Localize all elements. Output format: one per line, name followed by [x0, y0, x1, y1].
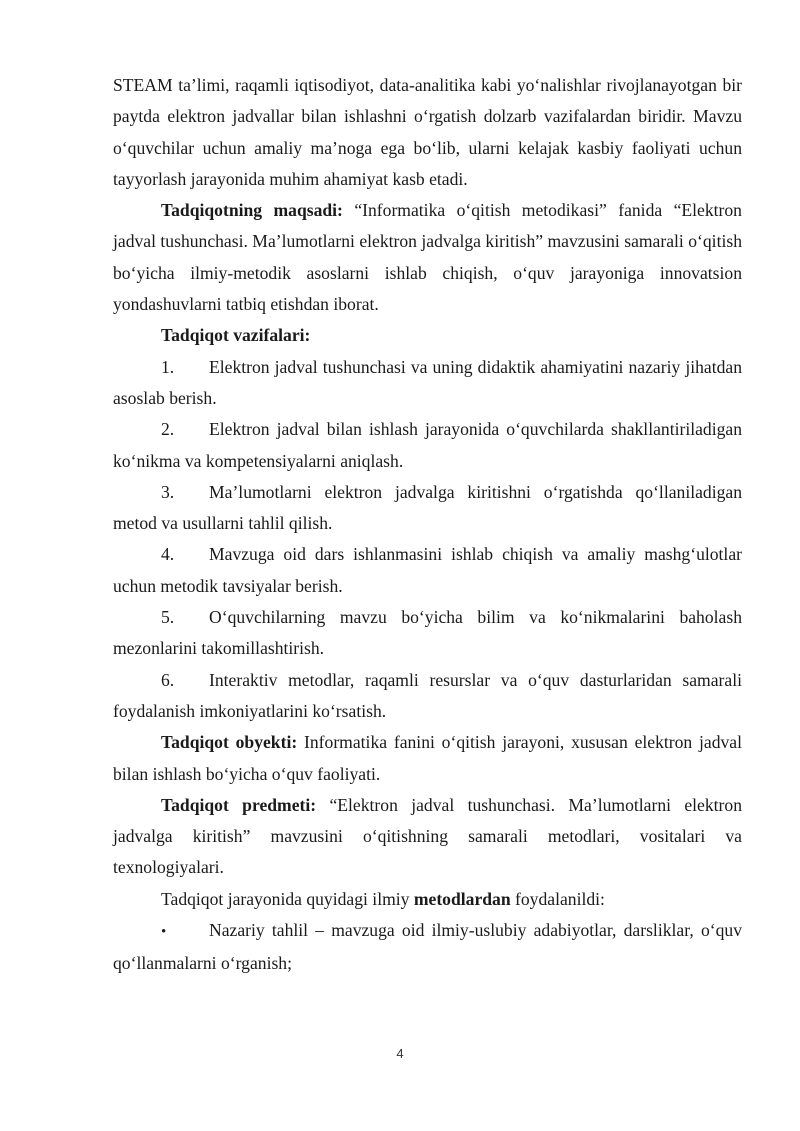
- object-text: Informatika fanini o‘qitish jarayoni, xususan elektron jadval bilan ishlash bo‘yicha o‘quv faoliyati.: [113, 732, 743, 784]
- method-list-item: [113, 915, 742, 980]
- methods-bold: metodlardan: [413, 888, 511, 909]
- bullet-icon: •: [161, 924, 167, 941]
- goal-text: “Informatika o‘qitish metodikasi” fanida “Elektron jadval tushunchasi. Ma’lumotlarni elektron jadvalga kiritish” mavzusini samarali o‘qitish bo‘yicha ilmiy-metodik asoslarni ishlab chiqish, o‘quv jarayoniga innovatsion yondashuvlarni tatbiq etishdan iborat.: [113, 200, 742, 315]
- task-item: [113, 539, 742, 602]
- intro-paragraph: STEAM ta’limi, raqamli iqtisodiyot, data-analitika kabi yo‘nalishlar rivojlanayotgan bir paytda elektron jadvallar bilan ishlashni o‘rgatish dolzarb vazifalardan biridir. Mavzu o‘quvchilar uchun amaliy ma’noga ega bo‘lib, ularni kelajak kasbiy faoliyati uchun tayyorlash jarayonida muhim ahamiyat kasb etadi.: [113, 75, 742, 189]
- task-item: [113, 414, 742, 477]
- subject-text: “Elektron jadval tushunchasi. Ma’lumotlarni elektron jadvalga kiritish” mavzusini o‘qitishning samarali metodlari, vositalari va texnologiyalari.: [113, 794, 743, 878]
- object-paragraph: [113, 727, 742, 790]
- goal-label: Tadqiqotning maqsadi:: [161, 200, 343, 221]
- task-number: 4.: [161, 544, 175, 565]
- task-item: [113, 477, 742, 540]
- task-text: Interaktiv metodlar, raqamli resurslar va o‘quv dasturlaridan samarali foydalanish imkoniyatlarini ko‘rsatish.: [113, 669, 742, 721]
- task-item: [113, 602, 742, 665]
- task-item: [113, 352, 742, 415]
- task-number: 3.: [161, 481, 175, 502]
- subject-paragraph: [113, 790, 742, 884]
- tasks-heading: Tadqiqot vazifalari:: [161, 325, 311, 346]
- subject-label: Tadqiqot predmeti:: [161, 794, 317, 815]
- task-text: Mavzuga oid dars ishlanmasini ishlab chiqish va amaliy mashg‘ulotlar uchun metodik tavsiyalar berish.: [113, 544, 742, 596]
- task-text: Elektron jadval tushunchasi va uning didaktik ahamiyatini nazariy jihatdan asoslab berish.: [113, 356, 742, 408]
- task-number: 6.: [161, 669, 175, 690]
- task-number: 2.: [161, 419, 175, 440]
- page-number: 4: [396, 1046, 404, 1061]
- task-text: Ma’lumotlarni elektron jadvalga kiritishni o‘rgatishda qo‘llaniladigan metod va usullarni tahlil qilish.: [113, 481, 742, 534]
- task-text: O‘quvchilarning mavzu bo‘yicha bilim va ko‘nikmalarini baholash mezonlarini takomillashtirish.: [113, 607, 742, 659]
- task-item: [113, 665, 742, 728]
- document-page: [113, 70, 742, 980]
- task-number: 1.: [161, 356, 175, 377]
- goal-paragraph: [113, 195, 742, 320]
- task-text: Elektron jadval bilan ishlash jarayonida o‘quvchilarda shakllantiriladigan ko‘nikma va kompetensiyalarni aniqlash.: [113, 419, 742, 471]
- methods-intro: Tadqiqot jarayonida quyidagi ilmiy metodlardan foydalanildi:: [161, 888, 605, 909]
- method-text: Nazariy tahlil – mavzuga oid ilmiy-uslubiy adabiyotlar, darsliklar, o‘quv qo‘llanmalarni o‘rganish;: [113, 920, 742, 974]
- object-label: Tadqiqot obyekti:: [161, 732, 298, 753]
- task-number: 5.: [161, 607, 175, 628]
